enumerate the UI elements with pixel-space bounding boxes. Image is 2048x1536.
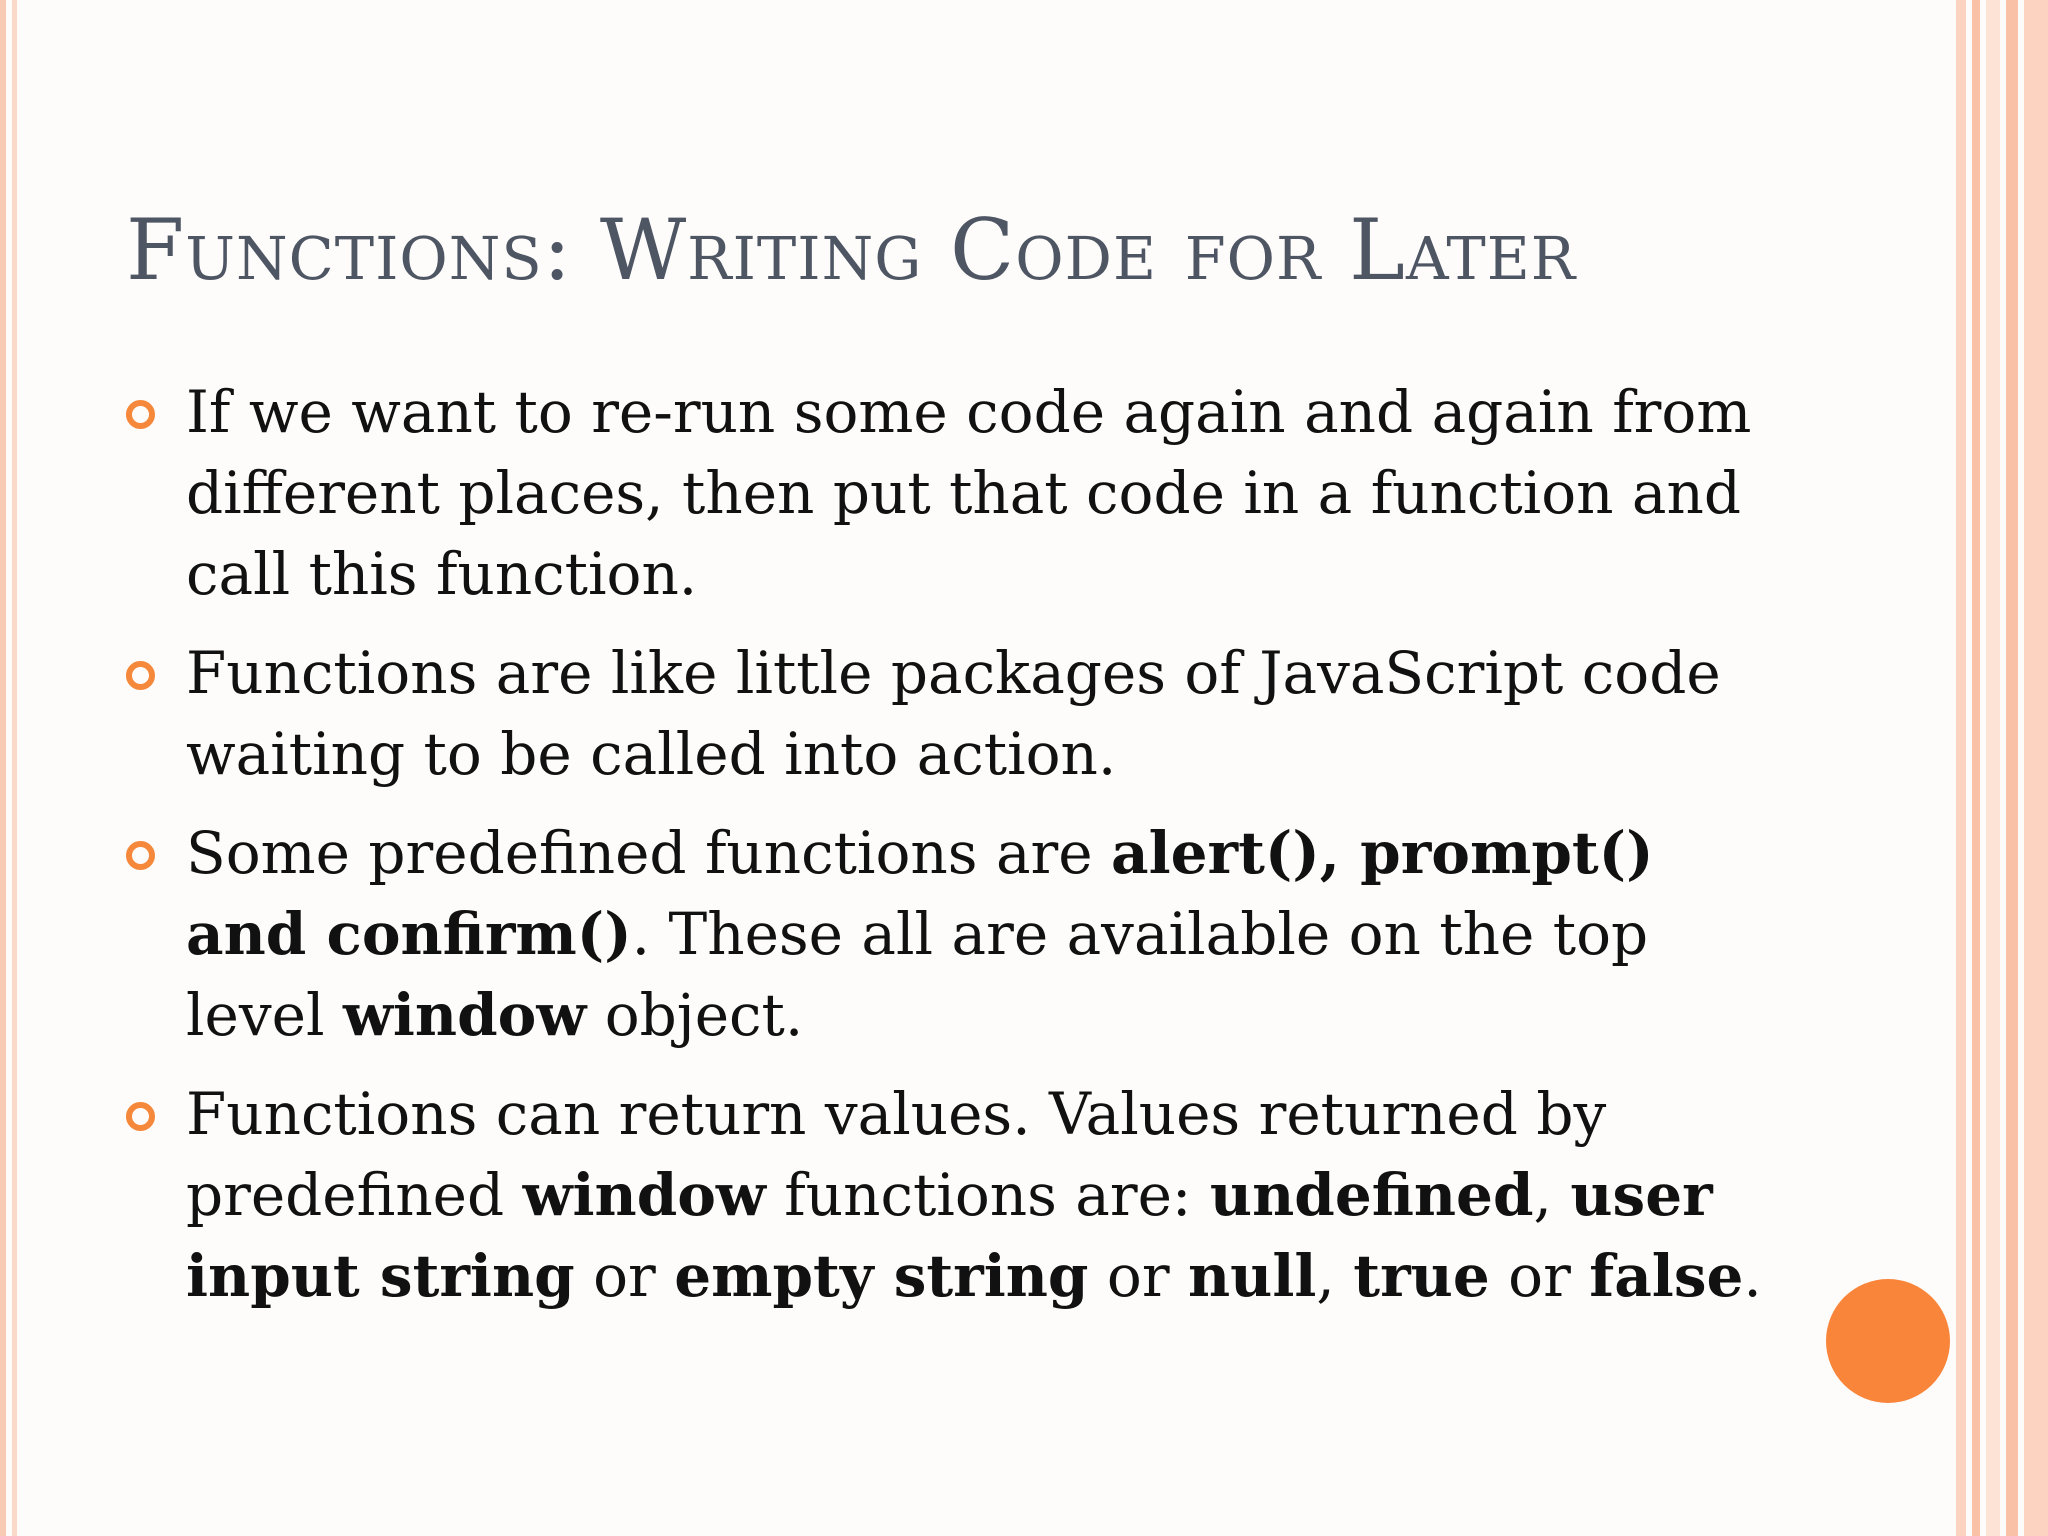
bold-text-segment: null [1188,1242,1317,1310]
text-segment: Functions are like little packages of JavaScript code waiting to be called into action. [186,639,1721,788]
right-border-stripe [1986,0,2000,1536]
bullet-text [186,1080,1762,1310]
text-segment: Some predefined functions are [186,819,1112,887]
left-border-stripe [0,0,6,1536]
bold-text-segment: alert(), prompt() and confirm() [186,819,1654,968]
right-border-stripe [1956,0,1966,1536]
left-border-stripe-inner [12,0,17,1536]
orange-circle-decoration [1826,1279,1950,1403]
text-segment: object. [586,981,804,1049]
text-segment: , [1316,1242,1354,1310]
hollow-circle-bullet-icon [126,1102,155,1131]
text-segment: or [1088,1242,1189,1310]
text-segment: or [574,1242,675,1310]
bullet-item [126,813,1766,1056]
text-segment: . These all are available on the top level [186,900,1649,1049]
bullet-text [186,378,1751,608]
bold-text-segment: window [522,1161,766,1229]
right-border-stripe [2024,0,2048,1536]
bullet-list [126,372,1766,1335]
bullet-text [186,819,1654,1049]
bold-text-segment: false [1589,1242,1744,1310]
text-segment: functions are: [765,1161,1210,1229]
hollow-circle-bullet-icon [126,400,155,429]
right-border-stripe [2006,0,2018,1536]
bullet-item [126,1074,1766,1317]
hollow-circle-bullet-icon [126,661,155,690]
bold-text-segment: user input string [186,1161,1713,1310]
text-segment: , [1533,1161,1571,1229]
bullet-item [126,633,1766,795]
slide-title: Functions: Writing Code for Later [126,201,1577,299]
text-segment: . [1743,1242,1762,1310]
hollow-circle-bullet-icon [126,841,155,870]
right-border-stripe [1972,0,1980,1536]
bold-text-segment: undefined [1209,1161,1534,1229]
bold-text-segment: true [1353,1242,1490,1310]
text-segment: or [1489,1242,1590,1310]
text-segment: Functions can return values. Values returned by predefined [186,1080,1607,1229]
bold-text-segment: window [342,981,587,1049]
bullet-item [126,372,1766,615]
bold-text-segment: empty string [674,1242,1089,1310]
text-segment: If we want to re-run some code again and again from different places, then put that code in a function and call this function. [186,378,1752,608]
bullet-text [186,639,1721,788]
